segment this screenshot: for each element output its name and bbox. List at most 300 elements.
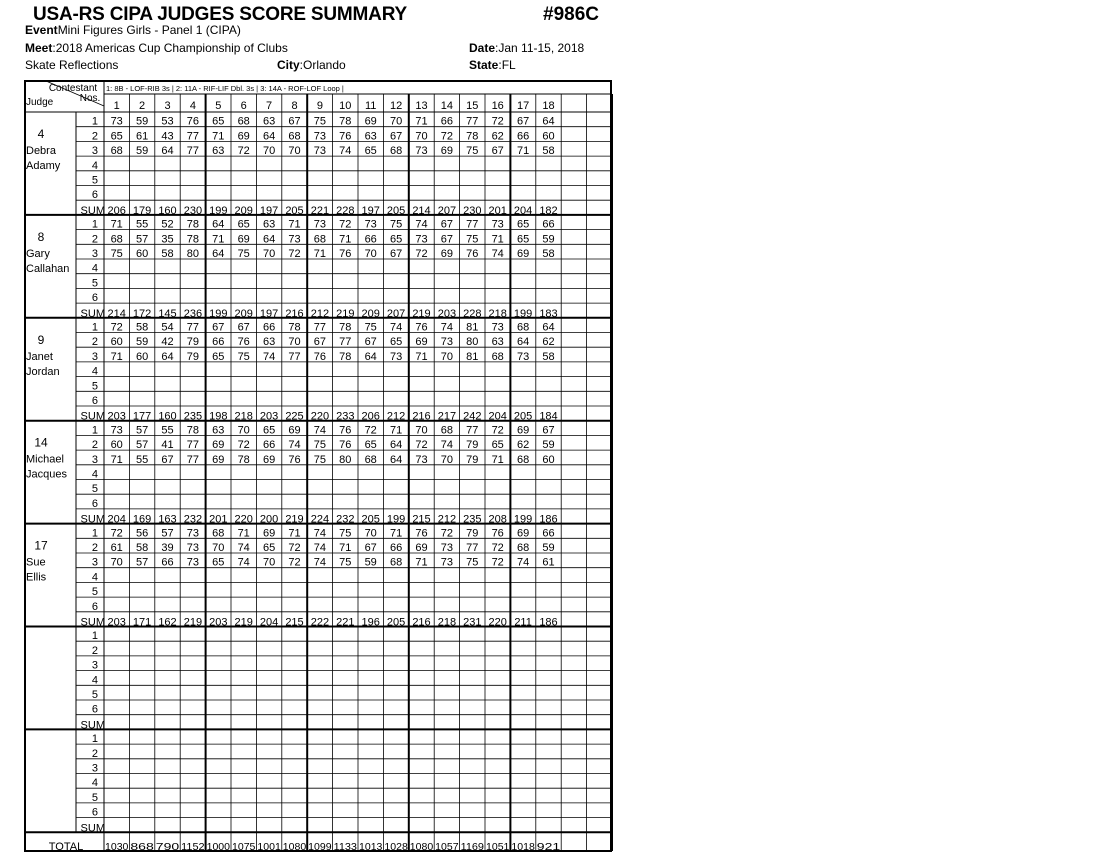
score-cell: 67	[440, 233, 454, 246]
score-cell: 74	[288, 439, 301, 452]
sum-cell: 203	[107, 410, 126, 423]
score-cell: 75	[339, 527, 352, 540]
score-cell: 76	[339, 130, 352, 143]
score-cell: 60	[542, 453, 555, 466]
score-cell: 70	[364, 527, 377, 540]
score-cell: 41	[161, 439, 174, 452]
score-cell: 77	[186, 321, 200, 334]
score-cell: 71	[110, 350, 123, 363]
score-cell: 69	[415, 336, 428, 349]
sum-cell: 231	[463, 616, 482, 629]
score-cell: 70	[110, 556, 123, 569]
score-cell: 75	[313, 453, 327, 466]
contestant-number: 9	[316, 100, 323, 112]
score-cell: 71	[491, 453, 504, 466]
score-cell: 54	[161, 321, 174, 334]
contestant-number: 3	[164, 100, 171, 112]
row-number: 2	[91, 336, 98, 349]
score-cell: 73	[110, 115, 123, 128]
score-cell: 71	[212, 130, 225, 143]
total-cell: 1051	[486, 841, 510, 852]
sum-cell: 216	[412, 616, 431, 629]
score-cell: 75	[364, 321, 377, 334]
score-cell: 78	[339, 350, 352, 363]
score-cell: 74	[313, 424, 327, 437]
score-cell: 72	[288, 556, 301, 569]
score-cell: 69	[516, 527, 530, 540]
row-number: 4	[91, 777, 98, 790]
score-cell: 64	[542, 115, 555, 128]
score-cell: 73	[491, 218, 504, 231]
sum-cell: 199	[209, 204, 228, 217]
sum-label: SUM	[80, 307, 105, 320]
score-cell: 59	[542, 439, 555, 452]
score-cell: 77	[186, 453, 200, 466]
judge-last-name: Callahan	[26, 262, 70, 275]
state-value: FL	[501, 58, 516, 72]
sum-cell: 219	[285, 513, 304, 526]
score-cell: 78	[466, 130, 479, 143]
sum-cell: 211	[514, 616, 532, 629]
score-cell: 66	[440, 115, 454, 128]
score-cell: 78	[288, 321, 301, 334]
score-cell: 65	[364, 439, 377, 452]
total-cell: 1133	[333, 841, 358, 852]
sum-cell: 199	[209, 307, 228, 320]
score-cell: 75	[110, 248, 123, 260]
sum-cell: 221	[310, 204, 330, 217]
judge-last-name: Jacques	[26, 468, 67, 481]
score-cell: 75	[313, 115, 327, 128]
sum-cell: 208	[488, 513, 507, 526]
sum-cell: 203	[209, 616, 228, 629]
sum-cell: 242	[463, 410, 482, 423]
score-cell: 72	[415, 439, 428, 452]
score-cell: 72	[440, 527, 454, 540]
row-number: 2	[91, 747, 98, 760]
score-cell: 63	[262, 218, 276, 231]
sum-cell: 203	[437, 307, 457, 320]
sum-cell: 209	[234, 204, 253, 217]
sum-label: SUM	[80, 719, 105, 732]
row-number: 4	[91, 159, 98, 172]
score-cell: 68	[313, 233, 327, 246]
row-number: 3	[91, 659, 98, 672]
sum-cell: 206	[107, 204, 126, 217]
score-cell: 55	[135, 218, 149, 231]
score-cell: 39	[161, 542, 174, 554]
contestant-number: 2	[139, 100, 146, 112]
row-number: 6	[91, 395, 98, 407]
city-label: City	[277, 58, 300, 72]
total-cell: 1080	[409, 841, 434, 852]
row-number: 1	[91, 115, 98, 128]
score-cell: 79	[466, 527, 479, 540]
score-cell: 79	[186, 336, 200, 349]
score-cell: 78	[186, 424, 200, 437]
sum-label: SUM	[80, 513, 105, 526]
score-cell: 68	[364, 453, 377, 466]
sum-cell: 204	[513, 204, 533, 217]
total-cell: 790	[155, 841, 180, 852]
score-cell: 66	[542, 527, 555, 540]
score-cell: 56	[135, 527, 149, 540]
score-cell: 76	[339, 248, 352, 260]
score-cell: 73	[288, 233, 301, 246]
sum-cell: 205	[513, 410, 533, 423]
score-cell: 73	[313, 218, 327, 231]
score-cell: 58	[542, 350, 555, 363]
score-cell: 81	[466, 350, 479, 363]
score-cell: 64	[389, 453, 403, 466]
score-cell: 67	[389, 130, 403, 143]
score-cell: 63	[491, 336, 504, 349]
score-cell: 68	[516, 453, 530, 466]
score-cell: 73	[415, 233, 428, 246]
row-number: 1	[91, 733, 98, 746]
contestant-number: 11	[364, 100, 377, 112]
meet-label: Meet	[25, 41, 53, 55]
sum-cell: 219	[336, 307, 355, 320]
score-cell: 58	[542, 145, 555, 158]
total-cell: 1099	[308, 841, 332, 852]
contestant-number: 14	[440, 100, 454, 112]
score-cell: 58	[161, 248, 174, 260]
row-number: 2	[91, 439, 98, 452]
score-cell: 71	[110, 453, 123, 466]
score-cell: 57	[135, 439, 149, 452]
total-cell: 1057	[435, 841, 459, 852]
total-cell: 1000	[206, 841, 231, 852]
score-cell: 74	[262, 350, 276, 363]
score-cell: 72	[491, 424, 504, 437]
score-cell: 67	[491, 145, 504, 158]
score-cell: 64	[262, 130, 276, 143]
contestant-number: 8	[291, 100, 298, 112]
score-cell: 76	[313, 350, 327, 363]
score-cell: 67	[212, 321, 225, 334]
sum-cell: 216	[412, 410, 431, 423]
sum-cell: 201	[209, 513, 228, 526]
score-cell: 69	[516, 424, 530, 437]
row-number: 3	[91, 453, 98, 466]
sum-cell: 235	[183, 410, 203, 423]
row-number: 6	[91, 703, 98, 716]
judge-first-name: Debra	[26, 145, 56, 157]
score-cell: 58	[542, 248, 555, 260]
score-cell: 71	[415, 350, 428, 363]
row-number: 3	[91, 248, 98, 260]
sheet-number: #986C	[543, 4, 599, 25]
score-cell: 72	[415, 248, 428, 260]
score-cell: 65	[516, 233, 530, 246]
score-cell: 71	[288, 218, 301, 231]
score-cell: 73	[313, 145, 327, 158]
score-cell: 75	[466, 233, 479, 246]
score-cell: 71	[389, 527, 403, 540]
score-cell: 73	[440, 556, 454, 569]
sum-cell: 230	[463, 204, 482, 217]
score-cell: 69	[415, 542, 428, 554]
sum-cell: 221	[336, 616, 355, 629]
score-cell: 67	[364, 336, 377, 349]
sum-cell: 212	[310, 307, 330, 320]
score-cell: 75	[389, 218, 403, 231]
total-cell: 1075	[232, 841, 256, 852]
score-cell: 67	[237, 321, 250, 334]
sum-cell: 179	[132, 204, 152, 217]
score-cell: 74	[440, 439, 454, 452]
sum-cell: 219	[412, 307, 431, 320]
score-cell: 73	[415, 145, 428, 158]
row-number: 2	[91, 130, 98, 143]
score-cell: 79	[186, 350, 200, 363]
score-cell: 76	[237, 336, 250, 349]
sum-cell: 160	[158, 204, 177, 217]
score-cell: 67	[364, 542, 377, 554]
score-cell: 64	[364, 350, 377, 363]
score-cell: 66	[212, 336, 225, 349]
sum-cell: 183	[539, 307, 558, 320]
score-cell: 59	[364, 556, 377, 569]
score-cell: 69	[364, 115, 377, 128]
total-cell: 1152	[181, 841, 205, 852]
score-cell: 68	[237, 115, 250, 128]
row-number: 3	[91, 762, 98, 775]
sum-cell: 172	[132, 307, 152, 320]
nos-label: Nos.	[79, 93, 101, 104]
score-cell: 77	[466, 424, 479, 437]
score-cell: 68	[516, 542, 530, 554]
judge-last-name: Adamy	[26, 160, 61, 172]
score-cell: 72	[491, 542, 504, 554]
score-cell: 66	[364, 233, 377, 246]
score-cell: 73	[440, 542, 454, 554]
score-cell: 80	[186, 248, 200, 260]
score-cell: 74	[389, 321, 403, 334]
score-cell: 70	[389, 115, 403, 128]
score-cell: 68	[288, 130, 301, 143]
score-cell: 70	[262, 556, 276, 569]
score-cell: 71	[110, 218, 123, 231]
score-cell: 65	[262, 542, 276, 554]
sum-cell: 145	[158, 307, 177, 320]
score-cell: 74	[313, 542, 327, 554]
sum-cell: 214	[107, 307, 126, 320]
row-number: 3	[91, 556, 98, 569]
score-cell: 68	[110, 145, 123, 158]
sum-cell: 204	[488, 410, 507, 423]
score-cell: 63	[262, 115, 276, 128]
row-number: 6	[91, 292, 98, 305]
score-cell: 59	[135, 145, 149, 158]
score-cell: 65	[491, 439, 504, 452]
score-cell: 59	[542, 542, 555, 554]
row-number: 4	[91, 365, 98, 378]
score-cell: 77	[288, 350, 301, 363]
score-cell: 72	[440, 130, 454, 143]
score-cell: 76	[415, 527, 428, 540]
score-cell: 69	[212, 453, 225, 466]
sum-label: SUM	[80, 822, 105, 835]
score-cell: 70	[415, 130, 428, 143]
page-title: USA-RS CIPA JUDGES SCORE SUMMARY	[33, 4, 407, 25]
score-cell: 79	[466, 453, 479, 466]
score-cell: 63	[212, 145, 225, 158]
sum-cell: 186	[539, 513, 558, 526]
score-cell: 77	[313, 321, 327, 334]
sum-cell: 230	[183, 204, 203, 217]
score-cell: 73	[440, 336, 454, 349]
score-cell: 60	[110, 336, 123, 349]
sum-cell: 217	[437, 410, 457, 423]
judge-number: 8	[37, 229, 45, 244]
sum-cell: 218	[437, 616, 457, 629]
figures-legend: 1: 8B - LOF-RIB 3s | 2: 11A - RIF-LIF Dbl. 3s | 3: 14A - ROF-LOF Loop |	[106, 84, 344, 93]
sum-cell: 236	[183, 307, 203, 320]
score-cell: 60	[110, 439, 123, 452]
score-cell: 72	[491, 556, 504, 569]
table-border	[25, 81, 611, 851]
score-cell: 76	[288, 453, 301, 466]
score-cell: 58	[135, 542, 149, 554]
row-number: 1	[91, 218, 98, 231]
score-cell: 73	[110, 424, 123, 437]
score-cell: 70	[288, 145, 301, 158]
score-cell: 66	[161, 556, 174, 569]
score-cell: 77	[466, 542, 479, 554]
score-cell: 73	[186, 556, 200, 569]
sum-cell: 228	[463, 307, 482, 320]
contestant-number: 12	[389, 100, 403, 112]
score-cell: 69	[212, 439, 225, 452]
judge-last-name: Ellis	[26, 571, 47, 584]
score-cell: 76	[466, 248, 479, 260]
score-cell: 65	[237, 218, 250, 231]
row-number: 3	[91, 145, 98, 158]
contestant-number: 1	[113, 100, 120, 112]
row-number: 2	[91, 233, 98, 246]
score-cell: 72	[237, 439, 250, 452]
date-label: Date	[469, 41, 496, 55]
score-cell: 77	[466, 115, 479, 128]
sum-cell: 201	[488, 204, 507, 217]
score-cell: 58	[135, 321, 149, 334]
score-cell: 70	[262, 248, 276, 260]
score-cell: 61	[110, 542, 123, 554]
row-number: 4	[91, 674, 98, 687]
score-cell: 73	[491, 321, 504, 334]
sum-cell: 212	[386, 410, 406, 423]
event-line	[25, 23, 241, 37]
score-cell: 61	[542, 556, 555, 569]
score-cell: 71	[339, 542, 352, 554]
score-cell: 78	[186, 218, 200, 231]
score-cell: 80	[339, 453, 352, 466]
score-cell: 65	[212, 350, 225, 363]
score-cell: 71	[313, 248, 327, 260]
sum-cell: 209	[361, 307, 380, 320]
score-cell: 63	[364, 130, 377, 143]
score-cell: 67	[161, 453, 174, 466]
row-number: 4	[91, 262, 98, 275]
total-cell: 1030	[105, 841, 129, 852]
sum-cell: 215	[412, 513, 431, 526]
score-cell: 73	[389, 350, 403, 363]
row-number: 2	[91, 542, 98, 554]
score-cell: 70	[364, 248, 377, 260]
score-cell: 65	[262, 424, 276, 437]
score-cell: 73	[186, 542, 200, 554]
sum-cell: 224	[310, 513, 330, 526]
score-cell: 71	[339, 233, 352, 246]
score-cell: 81	[466, 321, 479, 334]
event-value: Mini Figures Girls - Panel 1 (CIPA)	[57, 23, 241, 37]
score-cell: 77	[186, 145, 200, 158]
judge-first-name: Janet	[26, 350, 53, 363]
score-cell: 74	[339, 145, 352, 158]
score-cell: 72	[288, 542, 301, 554]
judge-number: 4	[37, 127, 45, 141]
row-number: 2	[91, 644, 98, 657]
score-cell: 71	[516, 145, 530, 158]
score-cell: 73	[313, 130, 327, 143]
sum-cell: 196	[361, 616, 380, 629]
score-cell: 62	[542, 336, 555, 349]
total-cell: 868	[130, 841, 154, 852]
sum-cell: 207	[437, 204, 457, 217]
score-cell: 57	[135, 556, 149, 569]
score-cell: 78	[339, 321, 352, 334]
row-number: 1	[91, 321, 98, 334]
row-number: 5	[91, 791, 98, 804]
score-cell: 76	[339, 439, 352, 452]
sum-cell: 171	[132, 616, 152, 629]
score-cell: 60	[135, 248, 149, 260]
score-cell: 68	[212, 527, 225, 540]
score-cell: 70	[440, 453, 454, 466]
sum-cell: 162	[158, 616, 177, 629]
score-cell: 64	[161, 145, 174, 158]
score-cell: 74	[313, 556, 327, 569]
state-label: State	[469, 58, 499, 72]
score-cell: 57	[135, 233, 149, 246]
score-cell: 71	[237, 527, 250, 540]
sum-cell: 169	[132, 513, 152, 526]
sum-cell: 204	[107, 513, 126, 526]
row-number: 1	[91, 527, 98, 540]
row-number: 3	[91, 350, 98, 363]
score-cell: 55	[135, 453, 149, 466]
sum-cell: 198	[209, 410, 228, 423]
total-cell: 1013	[359, 841, 383, 852]
score-cell: 72	[364, 424, 377, 437]
score-cell: 65	[389, 233, 403, 246]
score-cell: 66	[389, 542, 403, 554]
score-cell: 69	[237, 233, 250, 246]
score-cell: 71	[389, 424, 403, 437]
score-cell: 68	[491, 350, 504, 363]
score-cell: 72	[339, 218, 352, 231]
sum-cell: 197	[259, 204, 279, 217]
row-number: 4	[91, 468, 98, 481]
score-cell: 42	[161, 336, 174, 349]
meet-value: 2018 Americas Cup Championship of Clubs	[55, 41, 288, 55]
sum-cell: 212	[437, 513, 457, 526]
row-number: 5	[91, 483, 98, 496]
score-cell: 73	[186, 527, 200, 540]
score-cell: 69	[262, 453, 276, 466]
